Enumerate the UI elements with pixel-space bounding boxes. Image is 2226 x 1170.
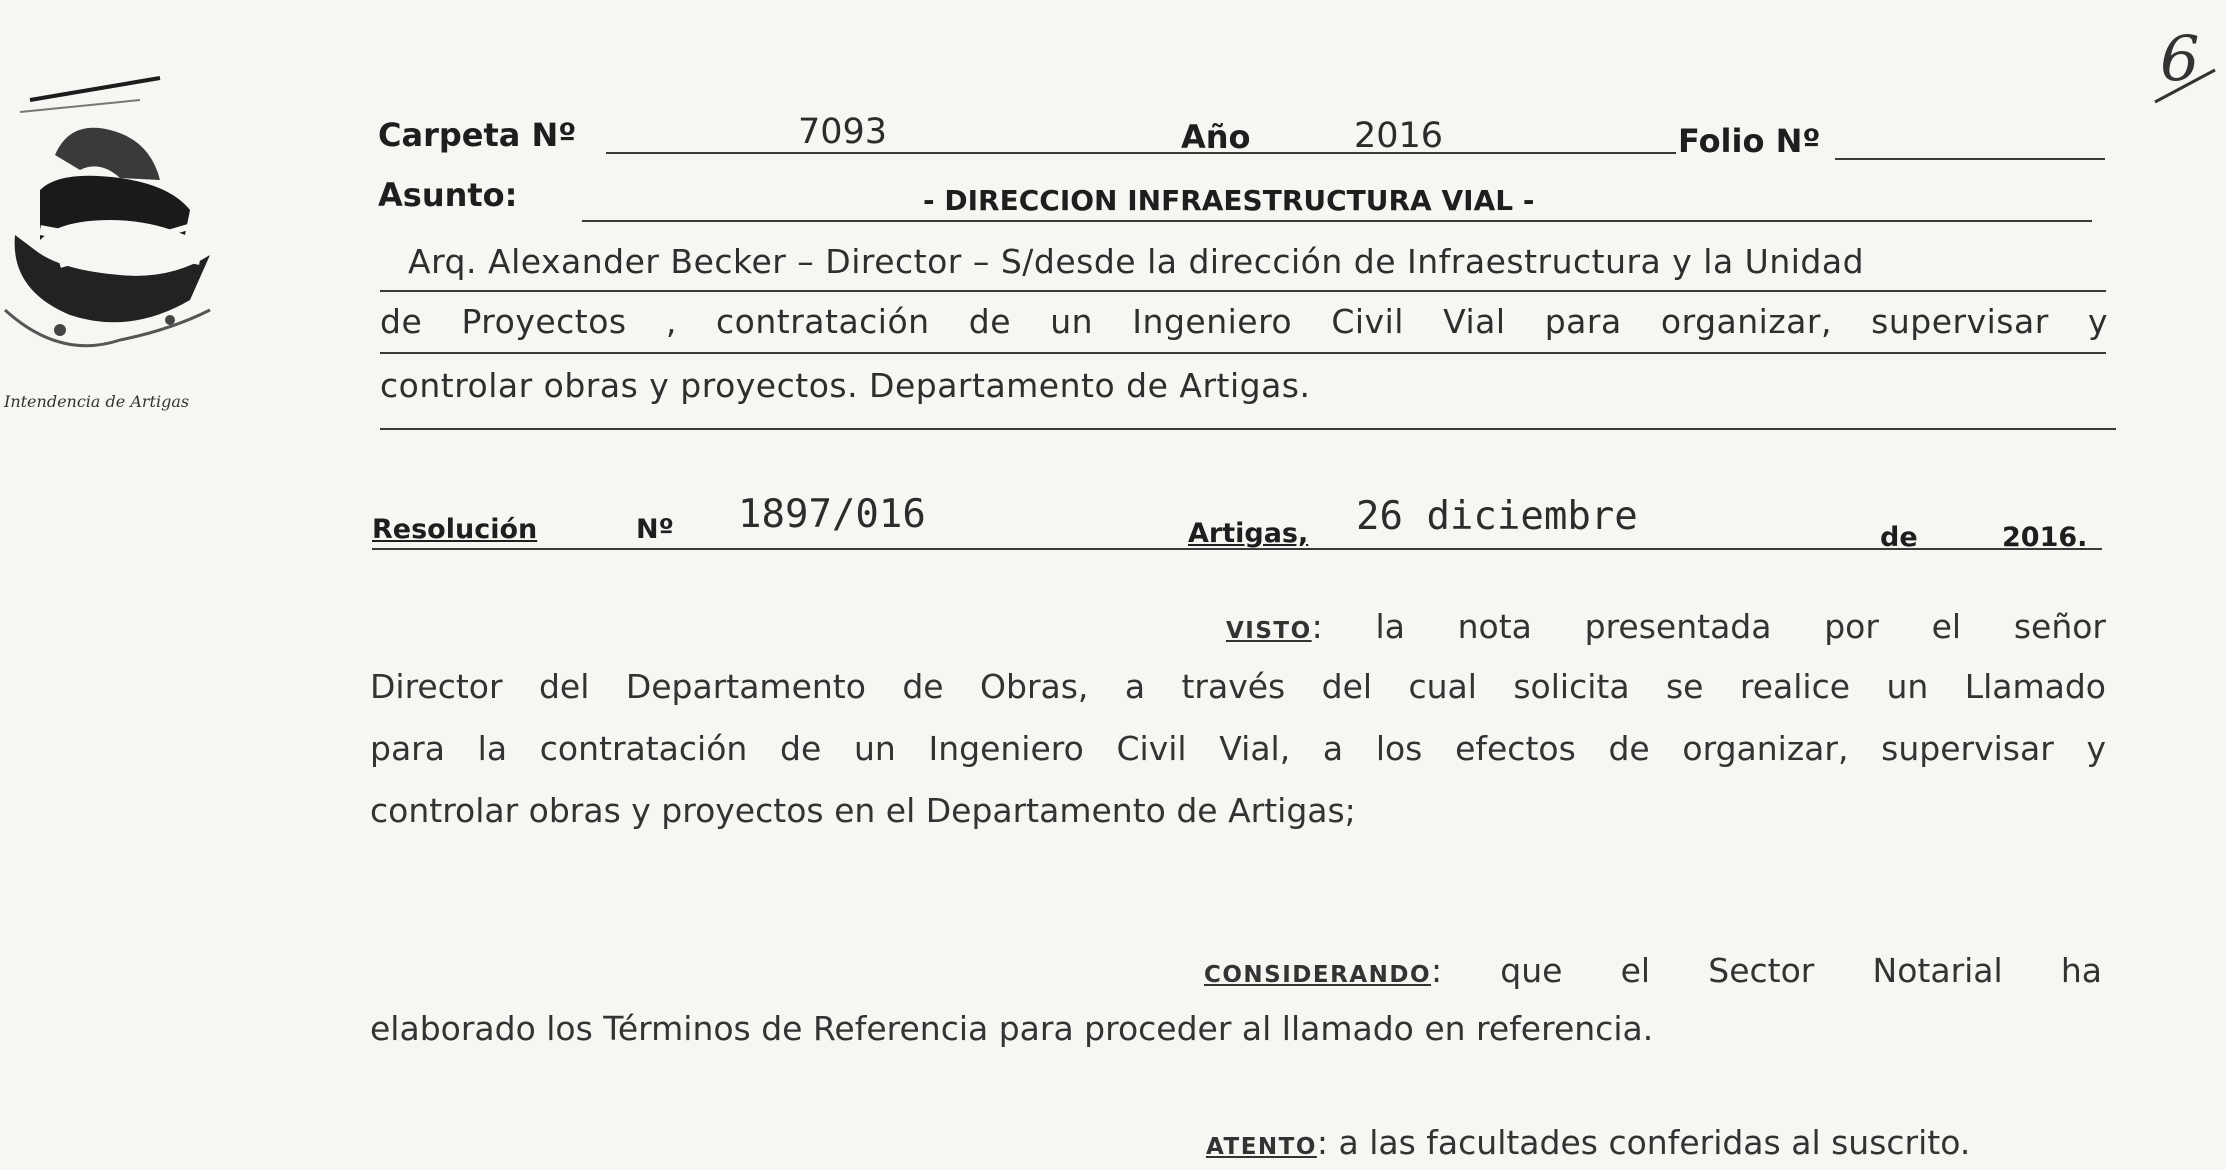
- carpeta-value: 7093: [798, 112, 888, 152]
- folio-line: [1835, 158, 2105, 160]
- folio-label: Folio Nº: [1678, 122, 1821, 160]
- artigas-label: Artigas,: [1188, 518, 1309, 549]
- asunto-line-1: Arq. Alexander Becker – Director – S/desde la dirección de Infraestructura y la Unidad: [408, 242, 1865, 281]
- resolucion-label: Resolución: [372, 514, 538, 545]
- visto-label: VISTO: [1226, 618, 1312, 644]
- resolucion-rule: [372, 548, 2102, 550]
- visto-line-2: para la contratación de un Ingeniero Civil Vial, a los efectos de organizar, supervisar y: [370, 729, 2106, 768]
- considerando-label: CONSIDERANDO: [1204, 962, 1432, 988]
- asunto-title: - DIRECCION INFRAESTRUCTURA VIAL -: [923, 184, 1535, 217]
- resolucion-date: 26 diciembre: [1356, 494, 1638, 539]
- considerando-line-1: elaborado los Términos de Referencia para proceder al llamado en referencia.: [370, 1009, 1654, 1048]
- handwritten-page-number: 6: [2160, 22, 2200, 95]
- asunto-line-2: de Proyectos , contratación de un Ingeniero Civil Vial para organizar, supervisar y: [380, 302, 2108, 341]
- visto-line-3: controlar obras y proyectos en el Departamento de Artigas;: [370, 791, 1356, 830]
- asunto-rule-1: [380, 290, 2106, 292]
- atento-text: : a las facultades conferidas al suscrito.: [1316, 1123, 1971, 1162]
- resolucion-num-label: Nº: [636, 514, 674, 545]
- resolucion-year: 2016.: [2002, 522, 2088, 553]
- asunto-rule-2: [380, 352, 2106, 354]
- de-label: de: [1880, 522, 1918, 553]
- seal-emblem-icon: [0, 60, 230, 360]
- asunto-line-3: controlar obras y proyectos. Departamento de Artigas.: [380, 366, 1311, 405]
- atento-label: ATENTO: [1206, 1134, 1317, 1160]
- visto-first-text: : la nota presentada por el señor: [1311, 607, 2106, 646]
- asunto-label: Asunto:: [378, 176, 518, 214]
- asunto-line: [582, 220, 2092, 222]
- carpeta-line: [606, 152, 1676, 154]
- carpeta-label: Carpeta Nº: [378, 116, 577, 154]
- asunto-rule-3: [380, 428, 2116, 430]
- resolucion-number: 1897/016: [738, 492, 926, 537]
- page-number-slash-icon: [2150, 50, 2220, 110]
- visto-line-1: Director del Departamento de Obras, a través del cual solicita se realice un Llamado: [370, 667, 2106, 706]
- seal-caption: Intendencia de Artigas: [4, 392, 190, 411]
- visto-first-line: [1226, 607, 2106, 646]
- considerando-first-line: [1204, 951, 2102, 990]
- anio-label: Año: [1181, 118, 1251, 156]
- considerando-first-text: : que el Sector Notarial ha: [1431, 951, 2102, 990]
- intendencia-seal: [0, 60, 230, 360]
- anio-value: 2016: [1354, 116, 1444, 156]
- atento-line: [1206, 1123, 1971, 1162]
